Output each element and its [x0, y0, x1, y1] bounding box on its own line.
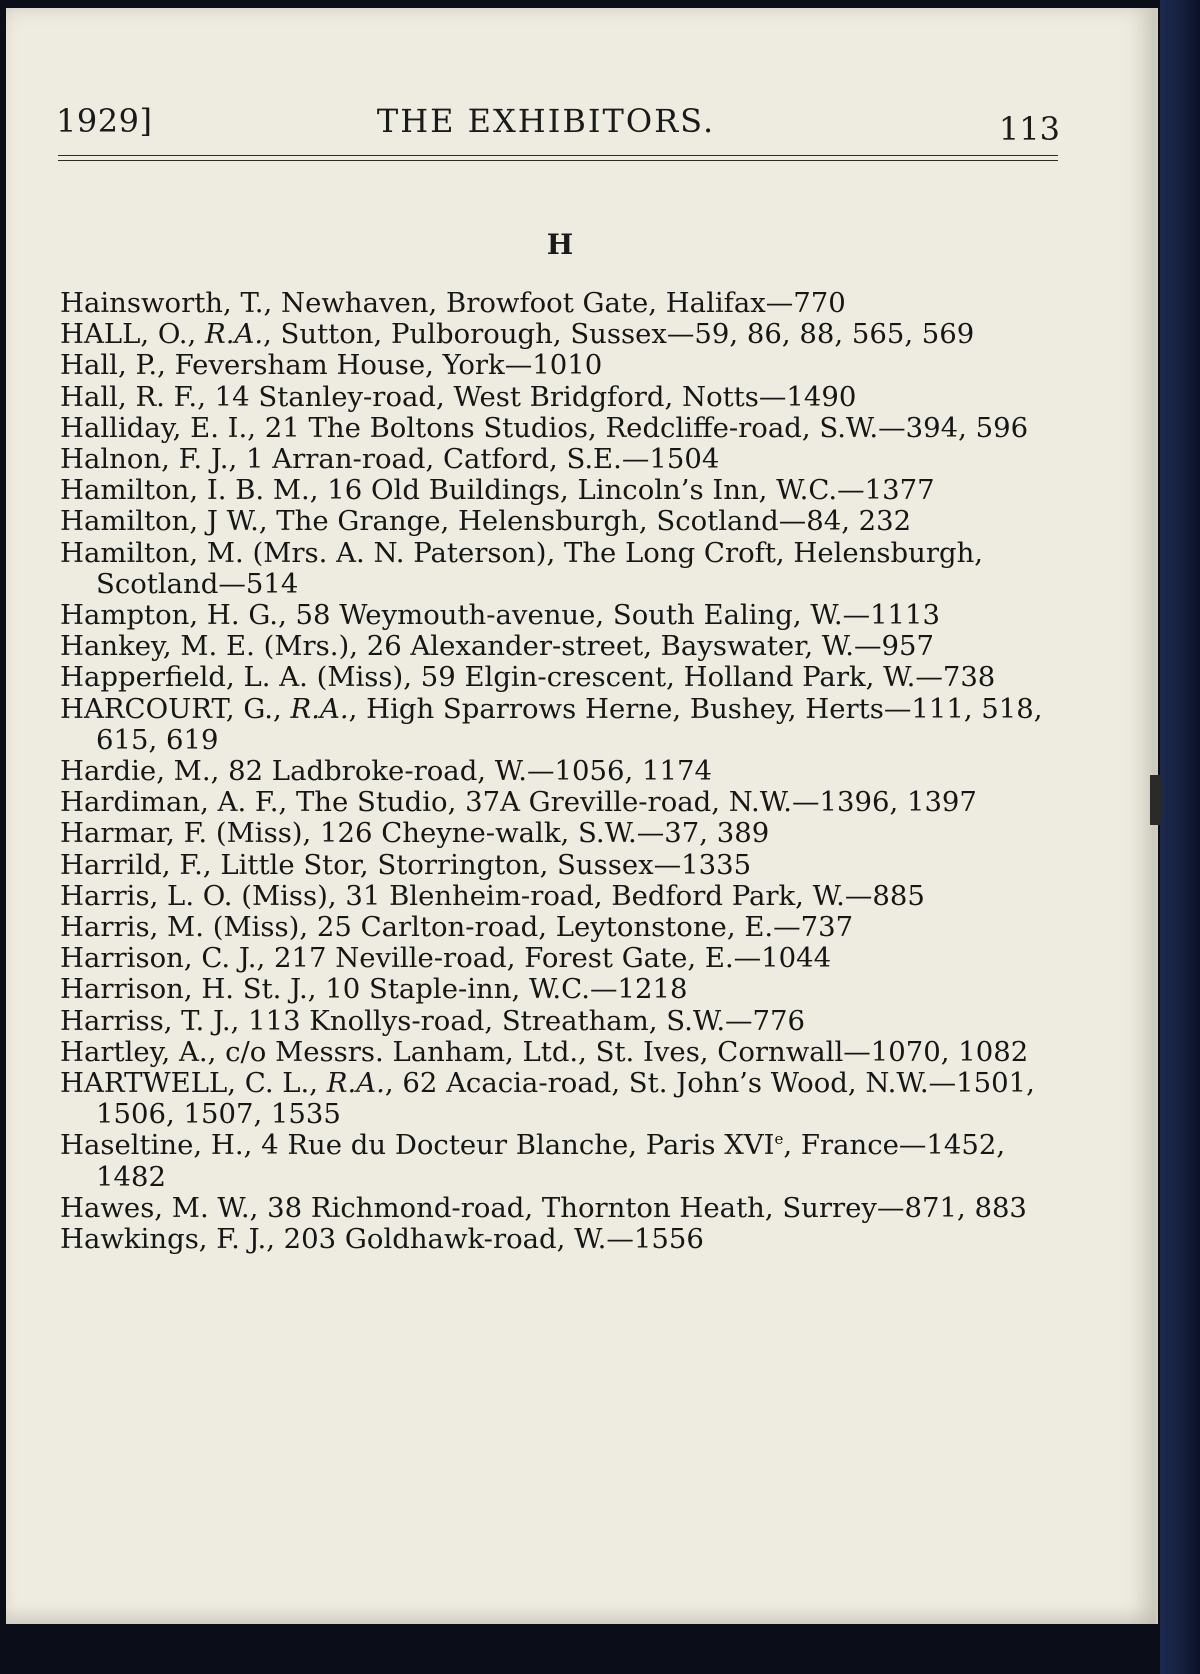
exhibitor-name: Harrison, H. St. J. [60, 973, 308, 1006]
exhibitor-address-works: , 10 Staple-inn, W.C.—1218 [307, 973, 688, 1006]
exhibitor-name: Halnon, F. J. [60, 443, 229, 476]
exhibitor-address-works: , 21 The Boltons Studios, Redcliffe-road, S.W.—394, 596 [247, 411, 1029, 444]
exhibitor-entry [60, 787, 1060, 818]
header-title: THE EXHIBITORS. [376, 102, 716, 140]
academician-title: R.A. [290, 692, 349, 725]
exhibitor-name: Hampton, H. G. [60, 599, 279, 632]
exhibitor-name: Hamilton, I. B. M. [60, 474, 310, 507]
exhibitor-name: Hall, P. [60, 349, 158, 382]
exhibitor-entry [60, 1224, 1060, 1255]
exhibitor-name: Hardie, M. [60, 755, 211, 788]
exhibitor-entry [60, 850, 1060, 881]
exhibitor-entry [60, 506, 1060, 537]
exhibitor-name: Hawes, M. W. [60, 1191, 250, 1224]
page-edge-marker [1150, 775, 1162, 825]
exhibitor-name: Hamilton, M. [60, 536, 244, 569]
exhibitor-entry [60, 350, 1060, 381]
exhibitor-address-works: , c/o Messrs. Lanham, Ltd., St. Ives, Cornwall—1070, 1082 [207, 1035, 1029, 1068]
exhibitor-entry [60, 912, 1060, 943]
exhibitor-entry [60, 1006, 1060, 1037]
exhibitor-name: Haseltine, H. [60, 1129, 244, 1162]
exhibitor-name: Harris, M. [60, 911, 204, 944]
exhibitor-entry [60, 756, 1060, 787]
exhibitor-entry [60, 600, 1060, 631]
exhibitor-entry [60, 444, 1060, 475]
section-letter: H [546, 228, 574, 261]
exhibitor-address-works: (Miss), 59 Elgin-crescent, Holland Park, W.—738 [307, 661, 996, 694]
exhibitor-entry [60, 881, 1060, 912]
exhibitor-address-works: , 203 Goldhawk-road, W.—1556 [266, 1223, 704, 1256]
exhibitor-name: Hawkings, F. J. [60, 1223, 267, 1256]
exhibitor-entry [60, 818, 1060, 849]
exhibitor-address-works: , The Studio, 37A Greville-road, N.W.—1396, 1397 [278, 786, 977, 819]
exhibitor-address-works: , 58 Weymouth-avenue, South Ealing, W.—1113 [278, 599, 941, 632]
exhibitor-address-works: , 113 Knollys-road, Streatham, S.W.—776 [230, 1004, 806, 1037]
exhibitor-address-works: , Little Stor, Storrington, Sussex—1335 [202, 848, 752, 881]
exhibitor-name: Harrison, C. J. [60, 942, 257, 975]
exhibitor-entry [60, 662, 1060, 693]
exhibitor-entry [60, 1068, 1060, 1130]
exhibitor-entry [60, 475, 1060, 506]
academician-title: R.A. [205, 318, 264, 351]
exhibitor-address-works: , 1 Arran-road, Catford, S.E.—1504 [228, 443, 720, 476]
exhibitor-name: HARTWELL, C. L., [60, 1067, 319, 1100]
page-number: 113 [998, 110, 1060, 148]
exhibitor-name: Hainsworth, T. [60, 287, 264, 319]
exhibitor-address-works: , 62 Acacia-road, St. John’s Wood, N.W.—1501, 1506, 1507, 1535 [96, 1067, 1035, 1131]
exhibitor-address-works: , France—1452, 1482 [96, 1129, 1006, 1193]
exhibitor-address-works: , The Grange, Helensburgh, Scotland—84, 232 [258, 505, 912, 538]
exhibitor-address-works: (Miss), 31 Blenheim-road, Bedford Park, W.—885 [232, 879, 925, 912]
exhibitor-name: Harrild, F. [60, 848, 203, 881]
exhibitor-name: Hamilton, J W. [60, 505, 259, 538]
exhibitor-name: Hardiman, A. F. [60, 786, 279, 819]
exhibitor-address-works: , Newhaven, Browfoot Gate, Halifax—770 [263, 287, 846, 319]
exhibitor-name: Hartley, A. [60, 1035, 208, 1068]
exhibitor-entry [60, 974, 1060, 1005]
exhibitor-entry [60, 694, 1060, 756]
exhibitor-entry [60, 631, 1060, 662]
exhibitor-entry [60, 413, 1060, 444]
header-rule-top [58, 155, 1058, 156]
exhibitor-address-works: (Mrs.), 26 Alexander-street, Bayswater, W.—957 [254, 630, 934, 663]
exhibitor-entry [60, 319, 1060, 350]
header-year: 1929] [56, 102, 153, 140]
exhibitor-entry [60, 288, 1060, 319]
exhibitor-entry [60, 382, 1060, 413]
superscript: e [774, 1130, 784, 1149]
exhibitor-address-works: , 38 Richmond-road, Thornton Heath, Surrey—871, 883 [249, 1191, 1027, 1224]
exhibitor-entry [60, 1193, 1060, 1224]
exhibitor-name: Halliday, E. I. [60, 411, 248, 444]
exhibitor-address-works: , 82 Ladbroke-road, W.—1056, 1174 [210, 755, 712, 788]
exhibitor-address-works: , Feversham House, York—1010 [157, 349, 603, 382]
exhibitor-name: HALL, O., [60, 318, 197, 351]
exhibitor-name: HARCOURT, G., [60, 692, 282, 725]
header-rule-bottom [58, 160, 1058, 161]
exhibitor-name: Harmar, F. [60, 817, 208, 850]
exhibitor-name: Hall, R. F. [60, 380, 198, 413]
exhibitor-address-works: (Mrs. A. N. Paterson), The Long Croft, Helensburgh, Scotland—514 [96, 536, 984, 600]
exhibitor-address-works: , High Sparrows Herne, Bushey, Herts—111, 518, 615, 619 [96, 692, 1043, 756]
exhibitor-address-works: (Miss), 126 Cheyne-walk, S.W.—37, 389 [207, 817, 770, 850]
exhibitor-address-works: , 4 Rue du Docteur Blanche, Paris XVI [243, 1129, 775, 1162]
exhibitor-entry [60, 1037, 1060, 1068]
exhibitor-address-works: , 16 Old Buildings, Lincoln’s Inn, W.C.—1377 [309, 474, 935, 507]
exhibitor-name: Hankey, M. E. [60, 630, 255, 663]
exhibitor-address-works: , 14 Stanley-road, West Bridgford, Notts—1490 [197, 380, 857, 413]
running-header [56, 92, 1060, 152]
exhibitor-name: Harris, L. O. [60, 879, 233, 912]
exhibitor-name: Harriss, T. J. [60, 1004, 231, 1037]
exhibitor-list [60, 288, 1060, 1255]
exhibitor-name: Happerfield, L. A. [60, 661, 308, 694]
exhibitor-entry [60, 943, 1060, 974]
exhibitor-address-works: , 217 Neville-road, Forest Gate, E.—1044 [256, 942, 832, 975]
exhibitor-address-works: (Miss), 25 Carlton-road, Leytonstone, E.—737 [203, 911, 854, 944]
exhibitor-entry [60, 538, 1060, 600]
exhibitor-address-works: , Sutton, Pulborough, Sussex—59, 86, 88, 565, 569 [263, 318, 975, 351]
book-spine [1160, 0, 1200, 1674]
academician-title: R.A. [326, 1067, 385, 1100]
exhibitor-entry [60, 1130, 1060, 1192]
